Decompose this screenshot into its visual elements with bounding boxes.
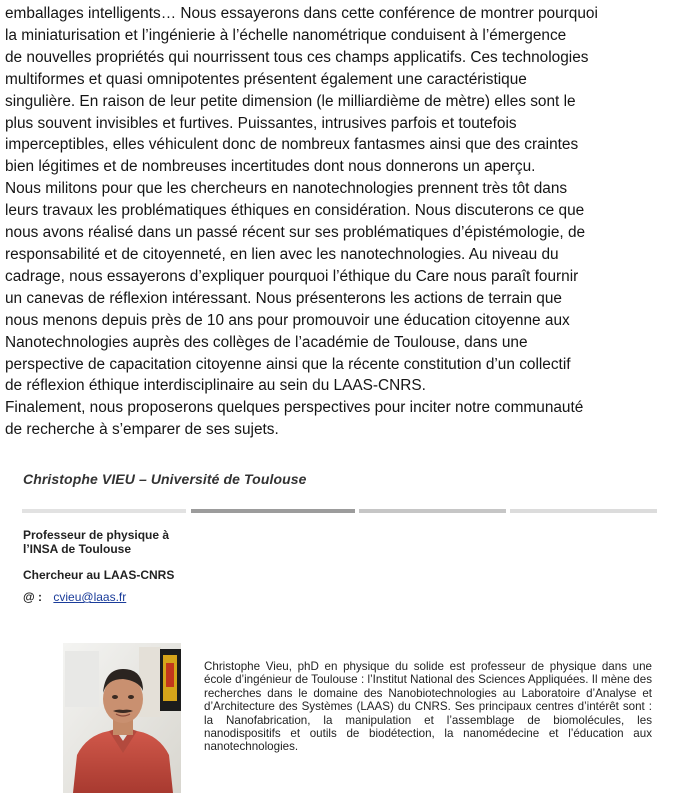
abstract-line: leurs travaux les problématiques éthiques en considération. Nous discuterons ce que — [5, 202, 585, 220]
author-affiliation: Chercheur au LAAS-CNRS — [23, 568, 175, 582]
header-rule-segment — [510, 509, 657, 513]
header-rule-segment — [359, 509, 506, 513]
abstract-line: Finalement, nous proposerons quelques perspectives pour inciter notre communauté — [5, 399, 584, 417]
abstract-line: nous avons réalisé dans un passé récent sur ses problématiques d’épistémologie, de — [5, 224, 586, 242]
header-rule-segment — [22, 509, 186, 513]
author-photo-icon — [63, 643, 181, 793]
abstract-line: de nouvelles propriétés qui nourrissent tous ces champs applicatifs. Ces technologies — [5, 48, 589, 66]
abstract-line: emballages intelligents… Nous essayerons dans cette conférence de montrer pourquoi — [5, 5, 598, 22]
abstract-line: perspective de capacitation citoyenne ainsi que la récente constitution d’un collectif — [5, 355, 571, 373]
abstract-line: Nanotechnologies auprès des collèges de l’académie de Toulouse, dans une — [5, 333, 528, 351]
abstract-line: la miniaturisation et l’ingénierie à l’échelle nanométrique conduisent à l’émergence — [5, 26, 567, 44]
abstract-line: nous menons depuis près de 10 ans pour promouvoir une éducation citoyenne aux — [5, 311, 570, 329]
conference-abstract — [5, 3, 669, 441]
abstract-line: cadrage, nous essayerons d’expliquer pourquoi l’éthique du Care nous paraît fournir — [5, 267, 579, 285]
header-rule-segment — [191, 509, 355, 513]
abstract-line: un canevas de réflexion intéressant. Nous présenterons les actions de terrain que — [5, 289, 562, 307]
contact-label: @ : — [23, 590, 43, 604]
abstract-line: imperceptibles, elles véhiculent donc de nombreux fantasmes ainsi que des craintes — [5, 136, 579, 154]
email-link[interactable]: cvieu@laas.fr — [53, 590, 127, 604]
abstract-line: responsabilité et de citoyenneté, en lien avec les nanotechnologies. Au niveau du — [5, 245, 559, 263]
author-bio: Christophe Vieu, phD en physique du solide est professeur de physique dans une école d’ingénieur de Toulouse : l’Institut National des Sciences Appliquées. Il mène des recherches dans le domaine des Nanobiotechnologies au Laboratoire d’Analyse et d’Architecture des Systèmes (LAAS) du CNRS. Ses principaux centres d’intérêt sont : la Nanofabrication, la manipulation et l’assemblage de biomolécules, les nanodispositifs et outils de biodétection, la nanomédecine et l’éducation aux nanotechnologies. — [204, 660, 652, 754]
abstract-line: plus souvent invisibles et furtives. Puissantes, intrusives parfois et toutefois — [5, 114, 517, 132]
abstract-line: bien légitimes et de nombreuses incertitudes dont nous donnerons un aperçu. — [5, 158, 536, 176]
author-header: Christophe VIEU – Université de Toulouse — [23, 471, 307, 487]
abstract-line: Nous militons pour que les chercheurs en nanotechnologies prennent très tôt dans — [5, 180, 568, 198]
abstract-line: de recherche à s’emparer de ses sujets. — [5, 421, 279, 439]
abstract-line: multiformes et quasi omnipotentes présentent également une caractéristique — [5, 70, 527, 88]
author-photo — [63, 643, 181, 793]
author-contact — [23, 590, 126, 604]
author-position: Professeur de physique à l’INSA de Toulouse — [23, 528, 170, 556]
abstract-line: de réflexion éthique interdisciplinaire au sein du LAAS-CNRS. — [5, 377, 426, 395]
abstract-line: singulière. En raison de leur petite dimension (le milliardième de mètre) elles sont le — [5, 92, 576, 110]
